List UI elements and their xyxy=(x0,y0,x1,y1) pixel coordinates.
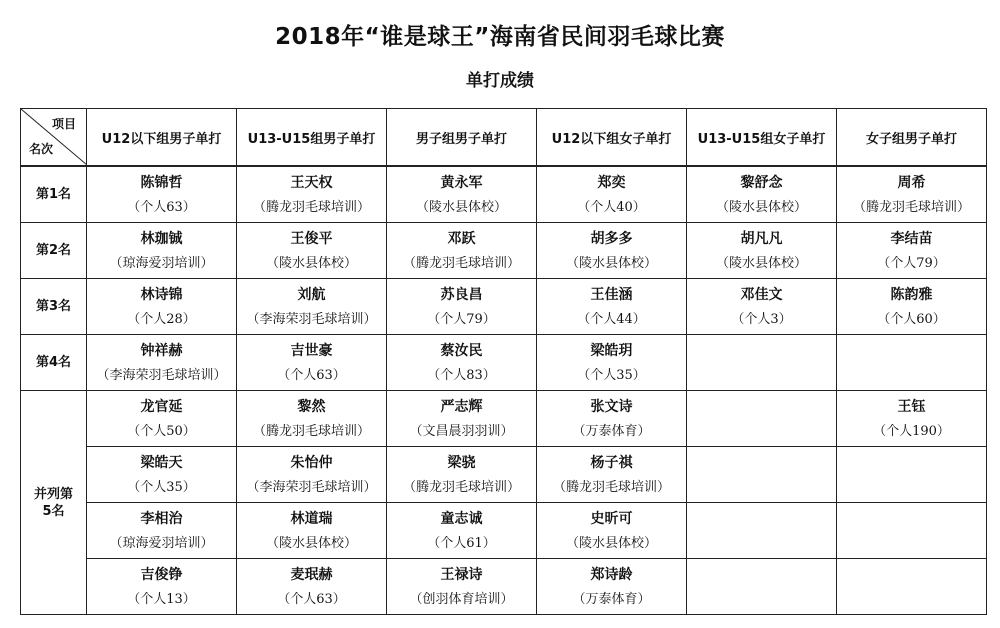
player-name: 陈韵雅 xyxy=(890,286,933,303)
player-affiliation: （琼海爱羽培训） xyxy=(109,535,214,551)
player-name: 李相治 xyxy=(140,510,183,527)
result-cell xyxy=(237,447,387,503)
player-affiliation: （个人60） xyxy=(877,311,946,327)
player-name: 王禄诗 xyxy=(440,566,483,583)
result-cell xyxy=(687,391,837,447)
player-name: 王钰 xyxy=(897,398,926,415)
player-affiliation: （个人79） xyxy=(877,255,946,271)
player-affiliation: （李海荣羽毛球培训） xyxy=(246,479,377,495)
player-affiliation: （个人50） xyxy=(127,423,196,439)
table-row xyxy=(21,447,987,503)
result-cell xyxy=(687,166,837,223)
table-row xyxy=(21,223,987,279)
player-affiliation: （陵水县体校） xyxy=(565,535,657,551)
header-row xyxy=(21,109,987,167)
player-name: 胡多多 xyxy=(590,230,633,247)
player-name: 林道瑞 xyxy=(290,510,333,527)
table-row xyxy=(21,335,987,391)
player-name: 苏良昌 xyxy=(440,286,483,303)
player-name: 郑奕 xyxy=(597,174,626,191)
rank-cell: 第2名 xyxy=(21,223,87,279)
result-cell xyxy=(687,503,837,559)
result-cell xyxy=(537,391,687,447)
player-name: 杨子祺 xyxy=(590,454,633,471)
column-header: 男子组男子单打 xyxy=(387,109,537,167)
player-affiliation: （个人44） xyxy=(577,311,646,327)
player-name: 王俊平 xyxy=(290,230,333,247)
result-cell xyxy=(87,335,237,391)
result-cell xyxy=(687,447,837,503)
corner-label-rank: 名次 xyxy=(29,142,54,156)
corner-header-cell xyxy=(21,109,87,167)
player-name: 梁皓天 xyxy=(140,454,183,471)
player-affiliation: （腾龙羽毛球培训） xyxy=(402,255,520,271)
result-cell xyxy=(87,223,237,279)
player-name: 钟祥赫 xyxy=(140,342,183,359)
table-row xyxy=(21,279,987,335)
player-name: 周希 xyxy=(897,174,926,191)
player-name: 张文诗 xyxy=(590,398,633,415)
column-header: 女子组男子单打 xyxy=(837,109,987,167)
player-affiliation: （个人83） xyxy=(427,367,496,383)
results-table xyxy=(20,108,987,615)
result-cell xyxy=(237,391,387,447)
result-cell xyxy=(837,223,987,279)
player-name: 麦珉赫 xyxy=(290,566,333,583)
player-affiliation: （个人3） xyxy=(731,311,792,327)
result-cell xyxy=(237,166,387,223)
player-name: 严志辉 xyxy=(440,398,483,415)
player-name: 王天权 xyxy=(290,174,333,191)
player-affiliation: （腾龙羽毛球培训） xyxy=(252,423,370,439)
player-affiliation: （腾龙羽毛球培训） xyxy=(552,479,670,495)
result-cell xyxy=(687,223,837,279)
player-affiliation: （陵水县体校） xyxy=(415,199,507,215)
result-cell xyxy=(537,503,687,559)
page-title: 2018年“谁是球王”海南省民间羽毛球比赛 xyxy=(275,24,725,50)
column-header: U12以下组女子单打 xyxy=(537,109,687,167)
result-cell xyxy=(837,279,987,335)
result-cell xyxy=(537,166,687,223)
table-row xyxy=(21,391,987,447)
player-name: 李结苗 xyxy=(890,230,933,247)
player-name: 林珈铖 xyxy=(140,230,183,247)
result-cell xyxy=(87,559,237,615)
result-cell xyxy=(387,223,537,279)
table-row xyxy=(21,166,987,223)
player-affiliation: （个人63） xyxy=(127,199,196,215)
player-affiliation: （个人13） xyxy=(127,591,196,607)
result-cell xyxy=(387,447,537,503)
player-name: 邓佳文 xyxy=(740,286,783,303)
rank-cell: 第4名 xyxy=(21,335,87,391)
result-cell xyxy=(837,559,987,615)
player-affiliation: （创羽体育培训） xyxy=(409,591,514,607)
player-affiliation: （李海荣羽毛球培训） xyxy=(96,367,227,383)
player-name: 王佳涵 xyxy=(590,286,633,303)
column-header: U13-U15组女子单打 xyxy=(687,109,837,167)
result-cell xyxy=(87,503,237,559)
result-cell xyxy=(387,279,537,335)
player-affiliation: （腾龙羽毛球培训） xyxy=(252,199,370,215)
player-name: 黎舒念 xyxy=(740,174,783,191)
table-row xyxy=(21,559,987,615)
player-affiliation: （陵水县体校） xyxy=(715,255,807,271)
player-name: 龙官延 xyxy=(140,398,183,415)
result-cell xyxy=(537,279,687,335)
player-name: 梁皓玥 xyxy=(590,342,633,359)
player-affiliation: （万泰体育） xyxy=(572,423,651,439)
result-cell xyxy=(387,559,537,615)
result-cell xyxy=(237,223,387,279)
player-name: 刘航 xyxy=(297,286,326,303)
result-cell xyxy=(837,166,987,223)
result-cell xyxy=(237,559,387,615)
corner-label-event: 项目 xyxy=(51,117,76,131)
result-cell xyxy=(237,503,387,559)
result-cell xyxy=(837,447,987,503)
player-affiliation: （个人190） xyxy=(873,423,950,439)
result-cell xyxy=(687,335,837,391)
result-cell xyxy=(687,559,837,615)
rank-label: 并列第5名 xyxy=(34,486,74,519)
player-name: 史昕可 xyxy=(590,510,633,527)
player-name: 郑诗龄 xyxy=(590,566,633,583)
player-name: 邓跃 xyxy=(447,230,476,247)
result-cell xyxy=(837,503,987,559)
player-affiliation: （陵水县体校） xyxy=(265,535,357,551)
result-cell xyxy=(837,391,987,447)
player-affiliation: （个人40） xyxy=(577,199,646,215)
player-affiliation: （腾龙羽毛球培训） xyxy=(402,479,520,495)
result-cell xyxy=(837,335,987,391)
result-cell xyxy=(687,279,837,335)
column-header: U12以下组男子单打 xyxy=(87,109,237,167)
player-affiliation: （李海荣羽毛球培训） xyxy=(246,311,377,327)
player-affiliation: （文昌晨羽羽训） xyxy=(409,423,514,439)
player-affiliation: （个人35） xyxy=(577,367,646,383)
player-name: 朱怡仲 xyxy=(290,454,333,471)
rank-cell: 第1名 xyxy=(21,166,87,223)
player-affiliation: （个人61） xyxy=(427,535,496,551)
column-header: U13-U15组男子单打 xyxy=(237,109,387,167)
player-name: 胡凡凡 xyxy=(740,230,783,247)
player-affiliation: （陵水县体校） xyxy=(265,255,357,271)
result-cell xyxy=(237,335,387,391)
results-body xyxy=(21,166,987,615)
player-name: 黎然 xyxy=(297,398,326,415)
player-affiliation: （个人28） xyxy=(127,311,196,327)
rank-cell-tied-fifth xyxy=(21,391,87,615)
corner-header xyxy=(21,109,86,165)
result-cell xyxy=(537,335,687,391)
result-cell xyxy=(387,166,537,223)
result-cell xyxy=(387,503,537,559)
player-name: 蔡汝民 xyxy=(440,342,483,359)
player-affiliation: （万泰体育） xyxy=(572,591,651,607)
player-affiliation: （腾龙羽毛球培训） xyxy=(852,199,970,215)
result-cell xyxy=(87,166,237,223)
player-name: 林诗锦 xyxy=(140,286,183,303)
player-name: 黄永军 xyxy=(440,174,483,191)
player-affiliation: （个人63） xyxy=(277,591,346,607)
result-cell xyxy=(387,391,537,447)
player-affiliation: （陵水县体校） xyxy=(565,255,657,271)
result-cell xyxy=(537,559,687,615)
player-affiliation: （个人63） xyxy=(277,367,346,383)
player-name: 童志诚 xyxy=(440,510,483,527)
player-affiliation: （个人35） xyxy=(127,479,196,495)
result-cell xyxy=(87,279,237,335)
player-affiliation: （个人79） xyxy=(427,311,496,327)
table-row xyxy=(21,503,987,559)
player-name: 陈锦哲 xyxy=(140,174,183,191)
player-affiliation: （琼海爱羽培训） xyxy=(109,255,214,271)
result-cell xyxy=(537,447,687,503)
player-name: 吉世豪 xyxy=(290,342,333,359)
player-name: 吉俊铮 xyxy=(140,566,183,583)
result-cell xyxy=(387,335,537,391)
player-affiliation: （陵水县体校） xyxy=(715,199,807,215)
result-cell xyxy=(87,391,237,447)
player-name: 梁骁 xyxy=(447,454,476,471)
result-cell xyxy=(87,447,237,503)
rank-cell: 第3名 xyxy=(21,279,87,335)
page-subtitle: 单打成绩 xyxy=(466,71,534,91)
result-cell xyxy=(537,223,687,279)
result-cell xyxy=(237,279,387,335)
